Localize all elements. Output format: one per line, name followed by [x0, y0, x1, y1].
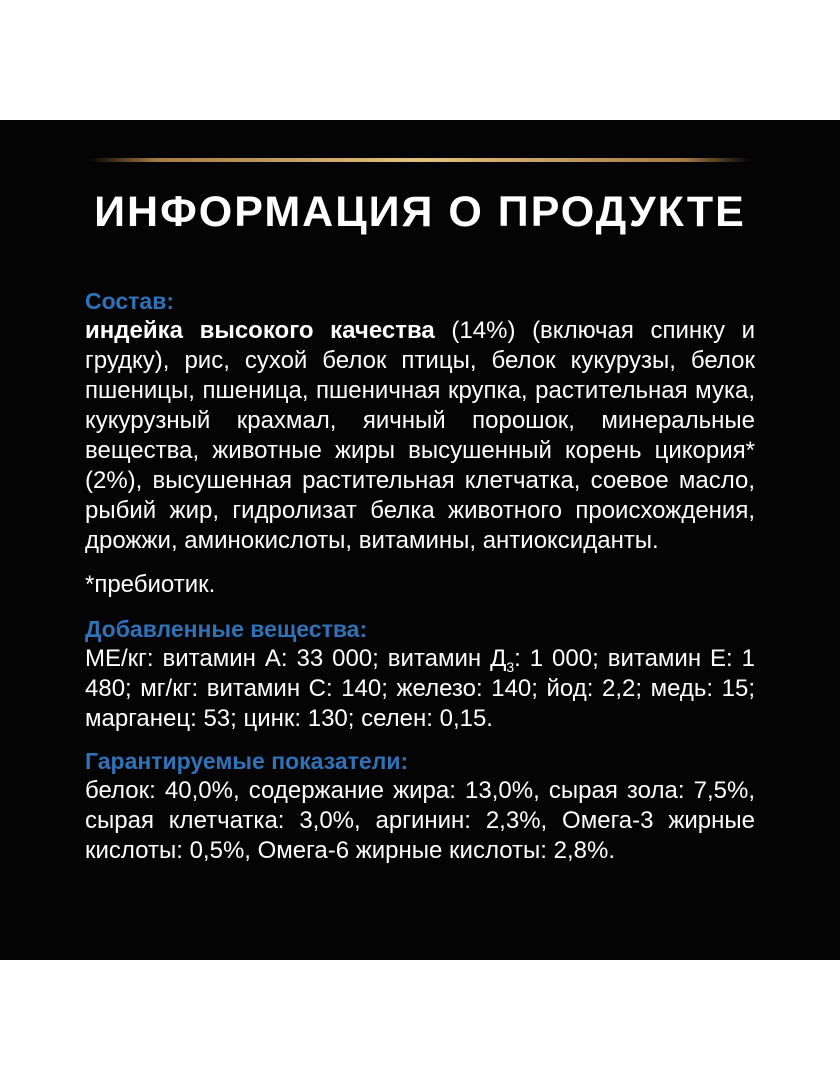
vitamin-d-subscript: 3 [506, 658, 515, 675]
page-title: ИНФОРМАЦИЯ О ПРОДУКТЕ [94, 188, 746, 236]
additives-text [85, 644, 755, 734]
decorative-gold-divider [90, 158, 750, 162]
composition-body: (14%) (включая спинку и грудку), рис, сухой белок птицы, белок кукурузы, белок пшеницы, пшеница, пшеничная крупка, растительная мука, кукурузный крахмал, яичный порошок, минеральные вещества, животные жиры высушенный корень цикория* (2%), высушенная растительная клетчатка, соевое масло, рыбий жир, гидролизат белка животного происхождения, дрожжи, аминокислоты, витамины, антиоксиданты. [85, 317, 755, 554]
product-info-content [85, 286, 755, 878]
guaranteed-text: белок: 40,0%, содержание жира: 13,0%, сырая зола: 7,5%, сырая клетчатка: 3,0%, аргинин: 2,3%, Омега-3 жирные кислоты: 0,5%, Омега-6 жирные кислоты: 2,8%. [85, 777, 755, 864]
additives-section [85, 614, 755, 734]
additives-heading: Добавленные вещества: [85, 616, 368, 642]
guaranteed-heading: Гарантируемые показатели: [85, 748, 409, 774]
product-info-panel [0, 120, 840, 960]
guaranteed-section [85, 746, 755, 866]
prebiotic-note: *пребиотик. [85, 571, 216, 598]
composition-heading: Состав: [85, 288, 175, 314]
additives-part1: МЕ/кг: витамин А: 33 000; витамин Д [85, 645, 507, 672]
composition-lead: индейка высокого качества [85, 317, 435, 344]
composition-section [85, 286, 755, 600]
composition-text [85, 316, 755, 556]
additives-part2: : 1 000; витамин Е: 1 480; мг/кг: витамин С: 140; железо: 140; йод: 2,2; медь: 15; марганец: 53; цинк: 130; селен: 0,15. [85, 645, 755, 732]
